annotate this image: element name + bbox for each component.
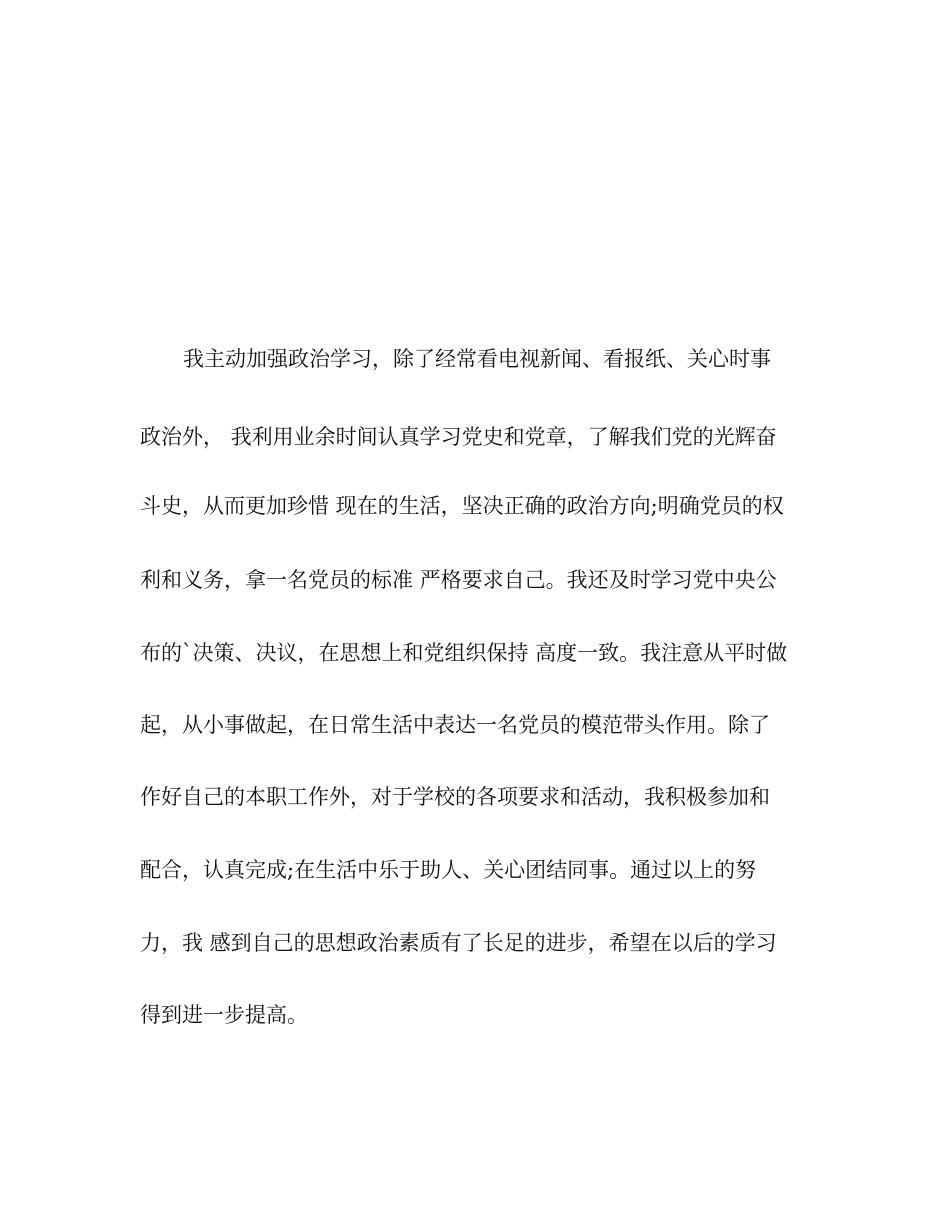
paragraph-line: 配合，认真完成;在生活中乐于助人、关心团结同事。通过以上的努 bbox=[140, 858, 757, 882]
paragraph-line: 斗史，从而更加珍惜 现在的生活，坚决正确的政治方向;明确党员的权 bbox=[140, 494, 784, 518]
paragraph-line: 布的`决策、决议，在思想上和党组织保持 高度一致。我注意从平时做 bbox=[140, 641, 788, 665]
paragraph-line: 力，我 感到自己的思想政治素质有了长足的进步，希望在以后的学习 bbox=[140, 931, 777, 955]
paragraph-line: 政治外， 我利用业余时间认真学习党史和党章，了解我们党的光辉奋 bbox=[140, 425, 777, 449]
paragraph-line: 起，从小事做起，在日常生活中表达一名党员的模范带头作用。除了 bbox=[140, 713, 770, 737]
paragraph-line: 作好自己的本职工作外，对于学校的各项要求和活动，我积极参加和 bbox=[140, 785, 770, 809]
paragraph-line: 我主动加强政治学习，除了经常看电视新闻、看报纸、关心时事 bbox=[183, 347, 771, 371]
paragraph-line: 利和义务，拿一名党员的标准 严格要求自己。我还及时学习党中央公 bbox=[140, 568, 777, 592]
paragraph-line: 得到进一步提高。 bbox=[140, 1003, 308, 1027]
